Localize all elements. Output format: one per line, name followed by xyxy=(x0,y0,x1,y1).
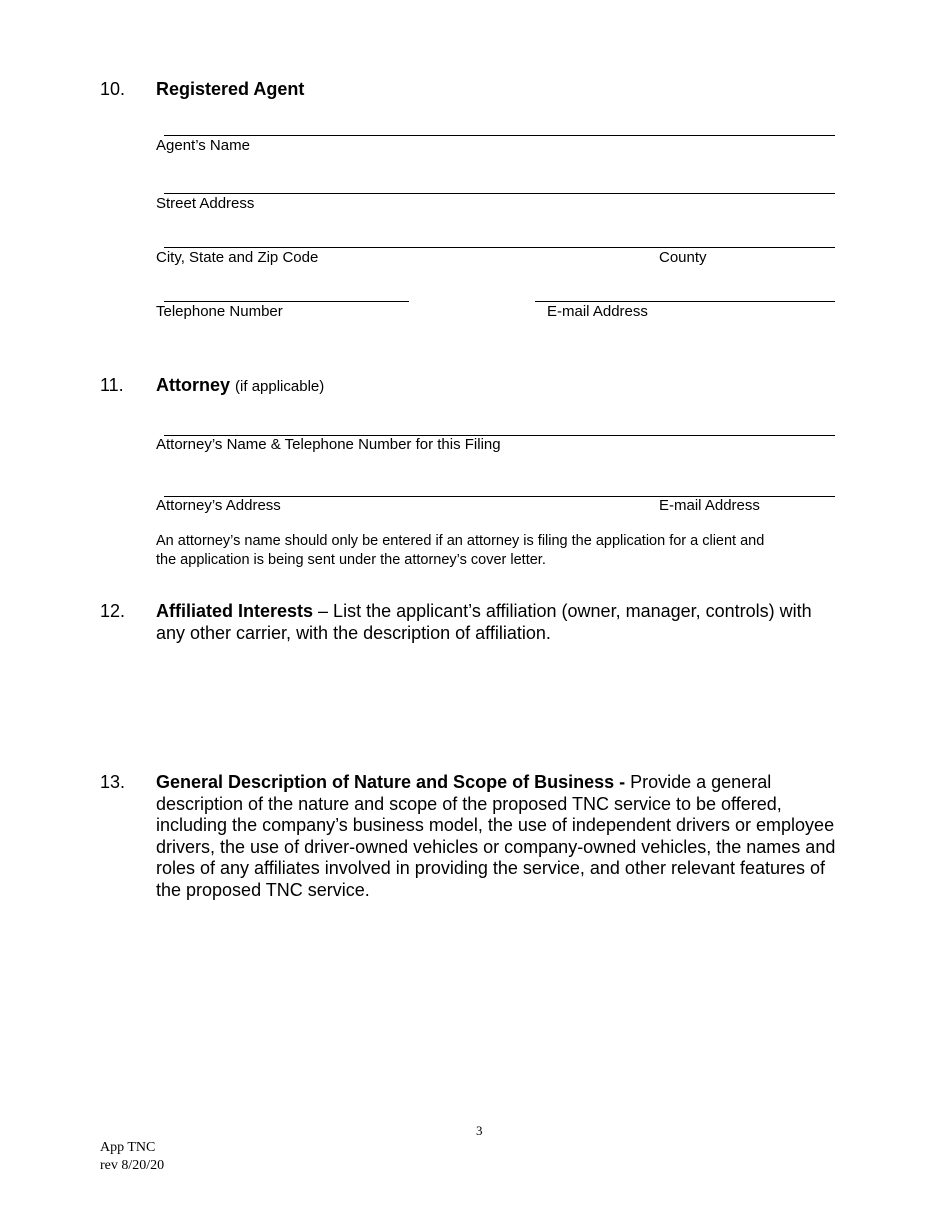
section-12-text-line: – List the applicant’s affiliation (owner, manager, controls) with xyxy=(313,601,812,621)
telephone-label: Telephone Number xyxy=(156,303,283,320)
section-13-text xyxy=(156,772,876,901)
page-number: 3 xyxy=(476,1123,483,1138)
street-address-label: Street Address xyxy=(156,195,255,212)
county-label: County xyxy=(659,249,707,266)
attorney-address-label: Attorney’s Address xyxy=(156,497,281,514)
section-13-text-line: including the company’s business model, the use of independent drivers or employee xyxy=(156,815,835,835)
section-11-number: 11. xyxy=(100,375,124,395)
section-13-title: General Description of Nature and Scope of Business - xyxy=(156,772,626,792)
section-13-text-line: description of the nature and scope of the proposed TNC service to be offered, xyxy=(156,793,782,814)
section-13-text-line: Provide a general xyxy=(625,772,772,792)
city-state-zip-label: City, State and Zip Code xyxy=(156,249,319,266)
section-12-text-line: any other carrier, with the description of affiliation. xyxy=(156,622,551,643)
section-11-heading xyxy=(156,375,324,396)
agent-email-label: E-mail Address xyxy=(547,303,648,320)
section-13-text-line: drivers, the use of driver-owned vehicles or company-owned vehicles, the names and xyxy=(156,836,836,857)
section-11-title: Attorney xyxy=(156,375,231,395)
attorney-email-label: E-mail Address xyxy=(659,497,760,514)
section-11-qualifier: (if applicable) xyxy=(235,378,325,395)
section-12-number: 12. xyxy=(100,601,126,621)
section-10-number: 10. xyxy=(100,79,126,99)
attorney-note-line: the application is being sent under the attorney’s cover letter. xyxy=(156,551,546,568)
telephone-field[interactable] xyxy=(164,301,409,302)
attorney-name-phone-label: Attorney’s Name & Telephone Number for this Filing xyxy=(156,436,501,453)
attorney-note-line: An attorney’s name should only be entered if an attorney is filing the application for a client and xyxy=(156,533,765,549)
form-name: App TNC xyxy=(100,1140,156,1155)
city-state-zip-county-field[interactable] xyxy=(164,247,835,248)
agent-name-label: Agent’s Name xyxy=(156,137,250,154)
section-12-text xyxy=(156,601,876,644)
attorney-note xyxy=(156,532,856,569)
street-address-field[interactable] xyxy=(164,193,835,194)
footer-form-info xyxy=(100,1139,164,1175)
section-10-title: Registered Agent xyxy=(156,79,305,99)
section-13-text-line: the proposed TNC service. xyxy=(156,879,370,900)
section-12-title: Affiliated Interests xyxy=(156,601,314,621)
revision-date: rev 8/20/20 xyxy=(100,1158,165,1173)
section-13-text-line: roles of any affiliates involved in providing the service, and other relevant features of xyxy=(156,858,826,878)
agent-email-field[interactable] xyxy=(535,301,835,302)
section-13-number: 13. xyxy=(100,772,126,792)
agent-name-field[interactable] xyxy=(164,135,835,136)
